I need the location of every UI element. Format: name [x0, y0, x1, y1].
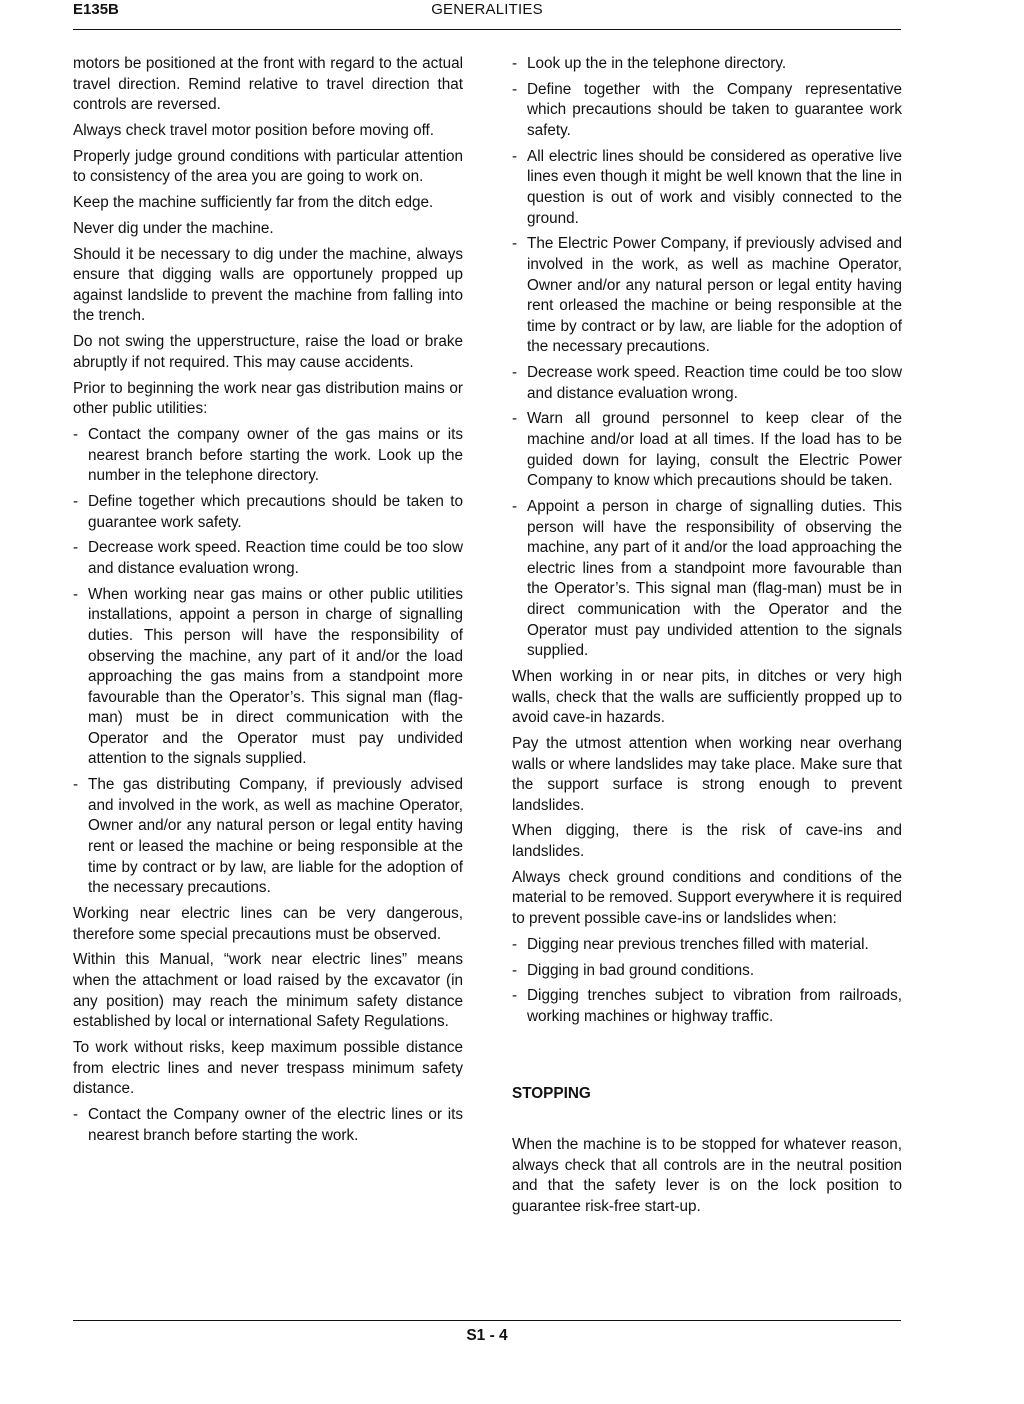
bullet-dash: - [512, 55, 518, 72]
bullet-dash: - [512, 987, 518, 1005]
list-item [73, 1105, 463, 1146]
page-header [73, 0, 901, 30]
paragraph: motors be positioned at the front with regard to the actual travel direction. Remind relative to travel direction that controls are reversed. [73, 55, 463, 114]
bullet-dash: - [512, 410, 518, 428]
paragraph: When the machine is to be stopped for whatever reason, always check that all controls are in the neutral position and that the safety lever is on the lock position to guarantee risk-free start-up. [512, 1136, 902, 1215]
page-footer [73, 1320, 901, 1344]
bullet-dash: - [73, 539, 79, 557]
list-item-text: The Electric Power Company, if previously advised and involved in the work, as well as machine Operator, Owner and/or any natural person or legal entity having rent orleased the machine or being responsible at the time by contract or by law, are liable for the adoption of the necessary precautions. [527, 235, 902, 356]
list-item-text: Digging trenches subject to vibration from railroads, working machines or highway traffic. [527, 987, 902, 1025]
list-item-text: Look up the in the telephone directory. [527, 55, 787, 72]
list-item [512, 54, 902, 75]
list-item [512, 363, 902, 404]
list-item [512, 497, 902, 662]
list-item-text: Define together with the Company representative which precautions should be taken to guarantee work safety. [527, 80, 902, 139]
paragraph: When working in or near pits, in ditches or very high walls, check that the walls are sufficiently propped up to avoid cave-in hazards. [512, 667, 902, 727]
section-title: GENERALITIES [431, 1, 543, 18]
list-item [73, 585, 463, 770]
paragraph: Properly judge ground conditions with particular attention to consistency of the area you are going to work on. [73, 147, 463, 186]
list-item-text: Decrease work speed. Reaction time could be too slow and distance evaluation wrong. [88, 539, 463, 577]
list-item [73, 492, 463, 533]
list-item-text: All electric lines should be considered as operative live lines even though it might be well known that the line in question is out of work and visibly connected to the ground. [527, 147, 902, 227]
paragraph: Pay the utmost attention when working near overhang walls or where landslides may take place. Make sure that the support surface is strong enough to prevent landslides. [512, 734, 902, 814]
bullet-dash: - [512, 147, 518, 165]
bullet-dash: - [512, 498, 518, 515]
paragraph: To work without risks, keep maximum possible distance from electric lines and never trespass minimum safety distance. [73, 1038, 463, 1098]
list-item [512, 986, 902, 1027]
list-item [512, 147, 902, 229]
list-item [512, 935, 902, 956]
page-number: S1 - 4 [466, 1327, 508, 1344]
bullet-dash: - [512, 364, 518, 382]
bullet-dash: - [73, 1105, 79, 1123]
document-code: E135B [73, 1, 119, 18]
list-item [73, 538, 463, 579]
bullet-dash: - [73, 492, 79, 510]
list-item [512, 80, 902, 142]
list-item-text: Decrease work speed. Reaction time could be too slow and distance evaluation wrong. [527, 364, 902, 402]
bullet-dash: - [512, 235, 518, 253]
bullet-dash: - [512, 935, 518, 953]
list-item-text: Contact the company owner of the gas mains or its nearest branch before starting the work. Look up the number in the telephone directory. [88, 426, 463, 485]
paragraph: Prior to beginning the work near gas distribution mains or other public utilities: [73, 379, 463, 418]
list-item-text: Appoint a person in charge of signalling duties. This person will have the responsibility of observing the machine, any part of it and/or the load approaching the electric lines from a standpoint more favourable than the Operator’s. This signal man (flag-man) must be in direct communication with the Operator and the Operator must pay undivided attention to the signals supplied. [527, 498, 902, 660]
right-column [512, 54, 902, 1223]
list-item [512, 961, 902, 982]
paragraph: Should it be necessary to dig under the machine, always ensure that digging walls are opportunely propped up against landslide to prevent the machine from falling into the trench. [73, 245, 463, 325]
list-item-text: Digging near previous trenches filled with material. [527, 935, 869, 953]
bullet-dash: - [73, 585, 79, 603]
list-item [512, 409, 902, 491]
paragraph: Never dig under the machine. [73, 219, 274, 237]
list-item-text: Digging in bad ground conditions. [527, 961, 755, 979]
paragraph: Do not swing the upperstructure, raise the load or brake abruptly if not required. This may cause accidents. [73, 333, 463, 371]
bullet-dash: - [73, 776, 79, 794]
paragraph: Keep the machine sufficiently far from the ditch edge. [73, 194, 434, 212]
paragraph: Always check travel motor position before moving off. [73, 121, 435, 139]
list-item [512, 234, 902, 358]
list-item-text: The gas distributing Company, if previously advised and involved in the work, as well as machine Operator, Owner and/or any natural person or legal entity having rent or leased the machine or being responsible at the time by contract or by law, are liable for the adoption of the necessary precautions. [88, 776, 463, 897]
paragraph: Within this Manual, “work near electric lines” means when the attachment or load raised by the excavator (in any position) may reach the minimum safety distance established by local or international Safety Regulations. [73, 951, 463, 1031]
list-item [73, 425, 463, 487]
list-item-text: When working near gas mains or other public utilities installations, appoint a person in charge of signalling duties. This person will have the responsibility of observing the machine, any part of it and/or the load approaching the gas mains from a standpoint more favourable than the Operator’s. This signal man (flag-man) must be in direct communication with the Operator and the Operator must pay undivided attention to the signals supplied. [88, 585, 463, 768]
section-heading-stopping: STOPPING [512, 1084, 591, 1102]
paragraph: Working near electric lines can be very dangerous, therefore some special precautions must be observed. [73, 905, 463, 943]
bullet-dash: - [512, 80, 518, 98]
list-item-text: Define together which precautions should be taken to guarantee work safety. [88, 492, 463, 531]
list-item-text: Warn all ground personnel to keep clear of the machine and/or load at all times. If the load has to be guided down for laying, consult the Electric Power Company to know which precautions should be taken. [527, 410, 902, 490]
bullet-dash: - [512, 961, 518, 979]
left-column [73, 54, 463, 1151]
list-item [73, 775, 463, 899]
list-item-text: Contact the Company owner of the electric lines or its nearest branch before starting the work. [88, 1105, 463, 1144]
paragraph: Always check ground conditions and conditions of the material to be removed. Support everywhere it is required to prevent possible cave-ins or landslides when: [512, 868, 902, 928]
paragraph: When digging, there is the risk of cave-ins and landslides. [512, 822, 902, 861]
bullet-dash: - [73, 426, 79, 443]
